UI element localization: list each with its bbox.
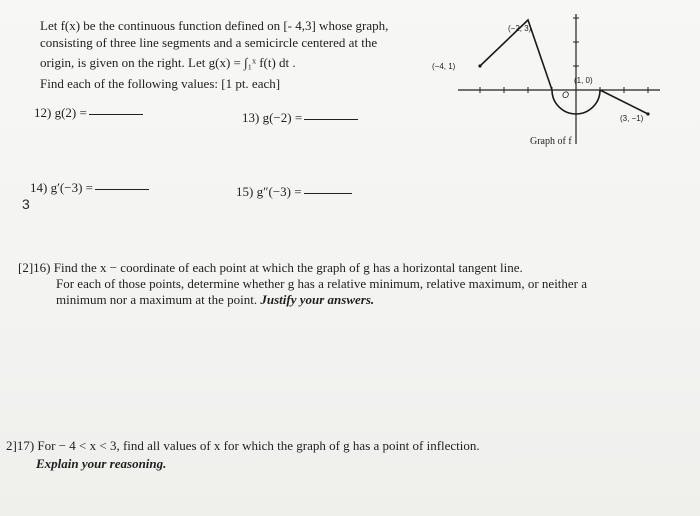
- graph-caption: Graph of f: [530, 136, 572, 147]
- intro-line-3-text: origin, is given on the right. Let g(x) =: [40, 55, 245, 70]
- question-14: [30, 180, 149, 196]
- question-15-text: 15) g″(−3) =: [236, 184, 302, 199]
- question-14-text: 14) g′(−3) =: [30, 180, 93, 195]
- question-16-emphasis: Justify your answers.: [260, 292, 375, 307]
- intro-line-3: [40, 55, 296, 71]
- question-17-line-1: 2]17) For − 4 < x < 3, find all values of x for which the graph of g has a point of inflection.: [6, 438, 480, 453]
- question-16-line-3: [56, 292, 374, 308]
- intro-line-1: Let f(x) be the continuous function defined on [- 4,3] whose graph,: [40, 18, 389, 33]
- question-12-text: 12) g(2) =: [34, 105, 87, 120]
- intro-line-2: consisting of three line segments and a semicircle centered at the: [40, 35, 378, 50]
- answer-blank-14[interactable]: [95, 188, 149, 190]
- point-label-neg4-1: (−4, 1): [432, 62, 456, 71]
- question-12: [34, 105, 143, 121]
- point-label-neg2-3: (−2, 3): [508, 24, 532, 33]
- question-15: [236, 184, 352, 200]
- graph-svg: [428, 10, 668, 150]
- answer-blank-13[interactable]: [304, 118, 358, 120]
- graph-of-f: [428, 10, 668, 150]
- origin-label: O: [562, 90, 570, 100]
- handwritten-mark: 3: [22, 196, 30, 212]
- intro-line-3-end: .: [289, 55, 296, 70]
- intro-line-4: Find each of the following values: [1 pt. each]: [40, 76, 281, 91]
- question-16-text: minimum nor a maximum at the point.: [56, 292, 261, 307]
- point-label-1-0: (1, 0): [574, 76, 593, 85]
- line-segment-right: [600, 90, 648, 114]
- integral-expression: ∫₁ˣ f(t) dt: [244, 55, 290, 70]
- answer-blank-15[interactable]: [304, 192, 352, 194]
- question-13: [242, 110, 358, 126]
- question-16-line-1: [2]16) Find the x − coordinate of each point at which the graph of g has a horizontal tangent line.: [18, 260, 523, 275]
- question-17-line-2: Explain your reasoning.: [36, 456, 167, 471]
- answer-blank-12[interactable]: [89, 113, 143, 115]
- question-16-line-2: For each of those points, determine whether g has a relative minimum, relative maximum, or neither a: [56, 276, 588, 291]
- question-13-text: 13) g(−2) =: [242, 110, 303, 125]
- point-label-3-neg1: (3, −1): [620, 114, 644, 123]
